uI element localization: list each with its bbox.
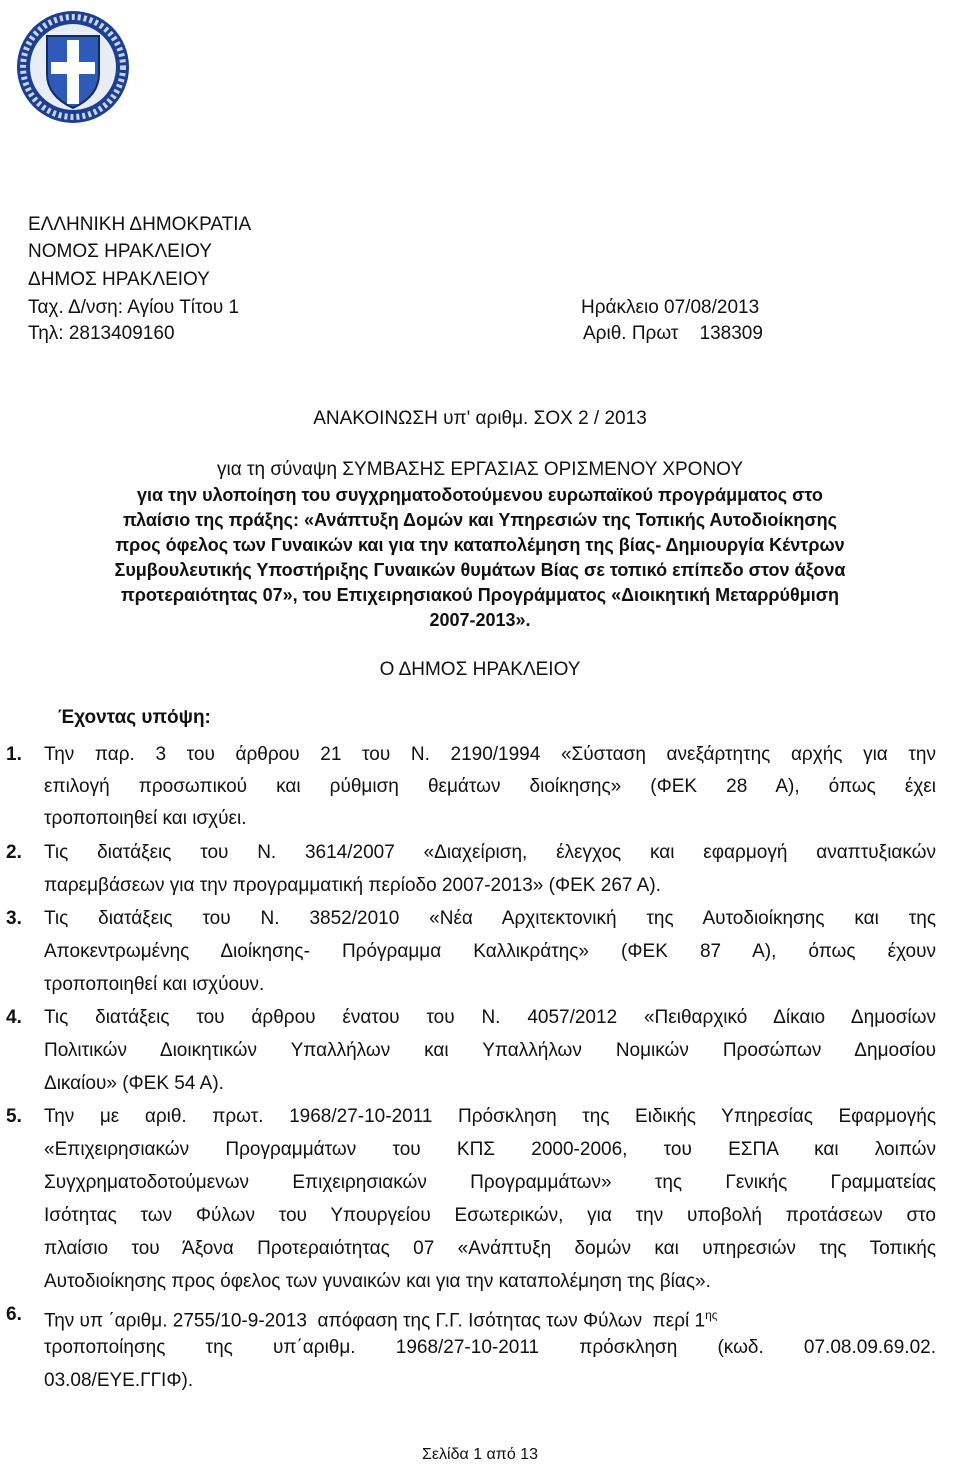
list-item-line: Αποκεντρωμένης Διοίκησης- Πρόγραμμα Καλλικράτης» (ΦΕΚ 87 Α), όπως έχουν: [44, 941, 936, 962]
issuer-heading: [24, 657, 936, 682]
header-address: Ταχ. Δ/νση: Αγίου Τίτου 1: [28, 297, 240, 318]
program-description-line: Συμβουλευτικής Υποστήριξης Γυναικών θυμάτων Βίας σε τοπικό επίπεδο στον άξονα: [114, 560, 846, 580]
announcement-subject: [24, 457, 936, 482]
ordinal-superscript: ης: [705, 1308, 718, 1322]
list-item-line: παρεμβάσεων για την προγραμματική περίοδο 2007-2013» (ΦΕΚ 267 Α).: [44, 875, 661, 896]
list-item-number: 6.: [6, 1304, 22, 1325]
program-description-line: προτεραιότητας 07», του Επιχειρησιακού Προγράμματος «Διοικητική Μεταρρύθμιση: [120, 585, 840, 605]
issuer-heading-text: Ο ΔΗΜΟΣ ΗΡΑΚΛΕΙΟΥ: [379, 659, 581, 680]
list-item-line: Δικαίου» (ΦΕΚ 54 Α).: [44, 1073, 224, 1094]
list-item-line: «Επιχειρησιακών Προγραμμάτων του ΚΠΣ 2000-2006, του ΕΣΠΑ και λοιπών: [44, 1139, 936, 1160]
announcement-title-text: ΑΝΑΚΟΙΝΩΣΗ υπ' αριθμ. ΣΟΧ 2 / 2013: [313, 408, 647, 429]
page-number-footer: Σελίδα 1 από 13: [422, 1446, 538, 1463]
list-item-line: 03.08/ΕΥΕ.ΓΓΙΦ).: [44, 1370, 194, 1391]
list-item-line: επιλογή προσωπικού και ρύθμιση θεμάτων διοίκησης» (ΦΕΚ 28 Α), όπως έχει: [44, 776, 936, 797]
header-municipality: ΔΗΜΟΣ ΗΡΑΚΛΕΙΟΥ: [28, 269, 210, 290]
greek-coat-of-arms-emblem: [14, 8, 132, 126]
list-item-number: 4.: [6, 1007, 22, 1028]
list-item-number: 5.: [6, 1106, 22, 1127]
program-description-line: 2007-2013».: [429, 610, 531, 630]
list-item-line: Αυτοδιοίκησης προς όφελος των γυναικών και για την καταπολέμηση της βίας».: [44, 1271, 711, 1292]
list-item-line: Πολιτικών Διοικητικών Υπαλλήλων και Υπαλλήλων Νομικών Προσώπων Δημοσίου: [44, 1040, 936, 1061]
having-regard-heading: Έχοντας υπόψη:: [58, 707, 211, 728]
header-prefecture: ΝΟΜΟΣ ΗΡΑΚΛΕΙΟΥ: [28, 241, 212, 262]
header-protocol-number: Αριθ. Πρωτ 138309: [583, 323, 763, 344]
list-item-number: 2.: [6, 842, 22, 863]
list-item-line: Συγχρηματοδοτούμενων Επιχειρησιακών Προγραμμάτων» της Γενικής Γραμματείας: [44, 1172, 936, 1193]
program-description-line: πλαίσιο της πράξης: «Ανάπτυξη Δομών και Υπηρεσιών της Τοπικής Αυτοδιοίκησης: [122, 510, 838, 530]
list-item-line: πλαίσιο του Άξονα Προτεραιότητας 07 «Ανάπτυξη δομών και υπηρεσιών της Τοπικής: [44, 1238, 936, 1259]
program-description-line: προς όφελος των Γυναικών και για την καταπολέμηση της βίας- Δημιουργία Κέντρων: [115, 535, 845, 555]
program-description: [24, 483, 936, 633]
list-item-line: Ισότητας των Φύλων του Υπουργείου Εσωτερικών, για την υποβολή προτάσεων στο: [44, 1205, 936, 1226]
list-item-line: Τις διατάξεις του Ν. 3614/2007 «Διαχείριση, έλεγχος και εφαρμογή αναπτυξιακών: [44, 842, 936, 863]
list-item-number: 3.: [6, 908, 22, 929]
list-item-line: Την παρ. 3 του άρθρου 21 του Ν. 2190/1994 «Σύσταση ανεξάρτητης αρχής για την: [44, 744, 936, 765]
header-phone: Τηλ: 2813409160: [28, 323, 175, 344]
list-item-line: τροποποίησης της υπ΄αριθμ. 1968/27-10-2011 πρόσκληση (κωδ. 07.08.09.69.02.: [44, 1337, 936, 1358]
announcement-subject-text: για τη σύναψη ΣΥΜΒΑΣΗΣ ΕΡΓΑΣΙΑΣ ΟΡΙΣΜΕΝΟΥ ΧΡΟΝΟΥ: [216, 459, 744, 480]
list-item-line: Την με αριθ. πρωτ. 1968/27-10-2011 Πρόσκληση της Ειδικής Υπηρεσίας Εφαρμογής: [44, 1106, 936, 1127]
list-item-line: Τις διατάξεις του Ν. 3852/2010 «Νέα Αρχιτεκτονική της Αυτοδιοίκησης και της: [44, 908, 936, 929]
announcement-title: [24, 406, 936, 431]
list-item-line: [44, 1303, 718, 1333]
header-country: ΕΛΛΗΝΙΚΗ ΔΗΜΟΚΡΑΤΙΑ: [28, 214, 252, 235]
list-item-line: τροποποιηθεί και ισχύουν.: [44, 974, 265, 995]
list-item-number: 1.: [6, 744, 22, 765]
list-item-line: τροποποιηθεί και ισχύει.: [44, 808, 247, 829]
list-item-line-text: Την υπ ΄αριθμ. 2755/10-9-2013 απόφαση της Γ.Γ. Ισότητας των Φύλων περί 1: [44, 1310, 706, 1332]
header-place-date: Ηράκλειο 07/08/2013: [581, 297, 760, 318]
list-item-line: Τις διατάξεις του άρθρου ένατου του Ν. 4057/2012 «Πειθαρχικό Δίκαιο Δημοσίων: [44, 1007, 936, 1028]
program-description-line: για την υλοποίηση του συγχρηματοδοτούμενου ευρωπαϊκού προγράμματος στο: [137, 485, 823, 505]
